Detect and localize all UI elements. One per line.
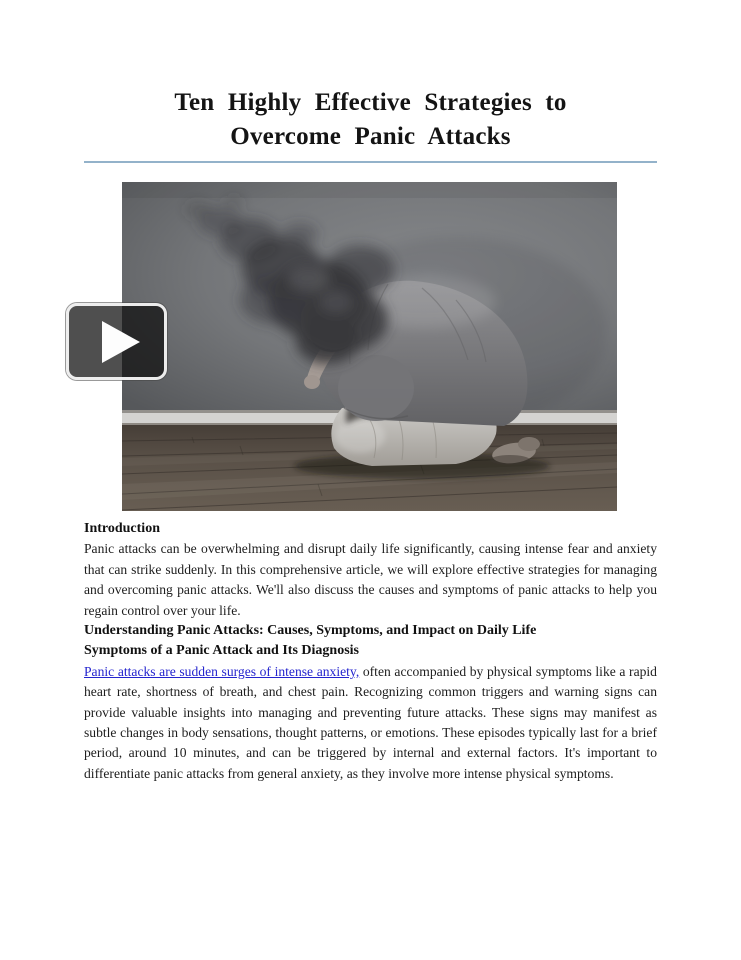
article-image [122,182,617,511]
page-title-line-1: Ten Highly Effective Strategies to [174,89,567,116]
video-play-button[interactable] [66,303,167,380]
section-heading-introduction: Introduction [84,521,160,536]
panic-attacks-link[interactable]: Panic attacks are sudden surges of intense anxiety, [84,663,360,679]
page-title-line-2: Overcome Panic Attacks [230,123,511,150]
symptoms-paragraph [84,662,657,784]
symptoms-paragraph-text: often accompanied by physical symptoms like a rapid heart rate, shortness of breath, and chest pain. Recognizing common triggers and warning signs can provide valuable insights into managing and preventing future attacks. These signs may manifest as subtle changes in body sensations, thought patterns, or emotions. These episodes typically last for a brief period, around 10 minutes, and can be triggered by internal and external factors. It's important to differentiate panic attacks from general anxiety, as they involve more intense physical symptoms. [84,663,657,781]
play-icon [102,321,140,363]
intro-paragraph: Panic attacks can be overwhelming and disrupt daily life significantly, causing intense fear and anxiety that can strike suddenly. In this comprehensive article, we will explore effective strategies for managing and overcoming panic attacks. We'll also discuss the causes and symptoms of panic attacks to help you regain control over your life. [84,541,657,618]
section-heading-symptoms: Symptoms of a Panic Attack and Its Diagnosis [84,643,359,659]
section-heading-understanding: Understanding Panic Attacks: Causes, Symptoms, and Impact on Daily Life [84,623,537,639]
article-body [84,519,657,784]
